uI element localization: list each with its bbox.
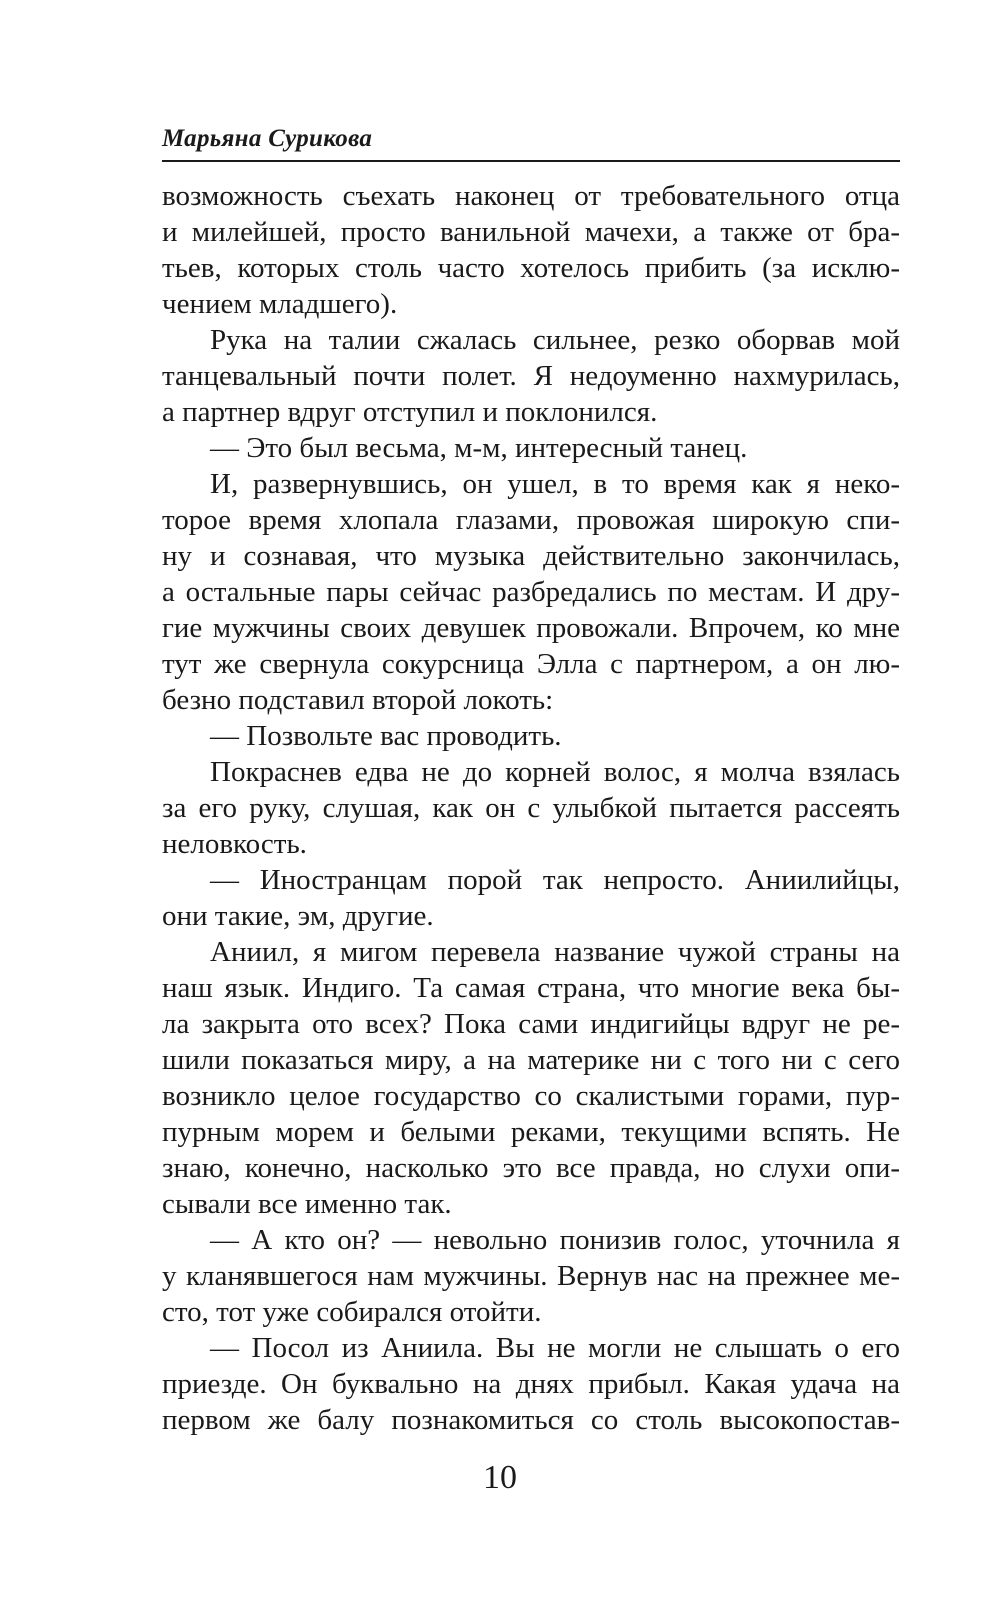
text-line: и милейшей, просто ванильной мачехи, а также от бра- bbox=[162, 216, 900, 248]
text-line: торое время хлопала глазами, провожая широкую спи- bbox=[162, 504, 900, 536]
text-line: у кланявшегося нам мужчины. Вернув нас на прежнее ме- bbox=[162, 1260, 900, 1292]
text-line: — Иностранцам порой так непросто. Аниилийцы, bbox=[210, 864, 900, 896]
text-line: знаю, конечно, насколько это все правда, но слухи опи- bbox=[162, 1152, 900, 1184]
text-line: сывали все именно так. bbox=[162, 1188, 452, 1220]
text-line: — Позвольте вас проводить. bbox=[210, 720, 562, 752]
text-line: сто, тот уже собирался отойти. bbox=[162, 1296, 542, 1328]
text-line: шили показаться миру, а на материке ни с того ни с сего bbox=[162, 1044, 900, 1076]
text-line: Аниил, я мигом перевела название чужой страны на bbox=[210, 936, 900, 968]
text-line: — Это был весьма, м-м, интересный танец. bbox=[210, 432, 748, 464]
text-line: танцевальный почти полет. Я недоуменно нахмурилась, bbox=[162, 360, 900, 392]
text-line: наш язык. Индиго. Та самая страна, что многие века бы- bbox=[162, 972, 900, 1004]
text-line: Рука на талии сжалась сильнее, резко оборвав мой bbox=[210, 324, 900, 356]
text-line: ла закрыта ото всех? Пока сами индигийцы вдруг не ре- bbox=[162, 1008, 900, 1040]
text-line: они такие, эм, другие. bbox=[162, 900, 434, 932]
text-line: за его руку, слушая, как он с улыбкой пытается рассеять bbox=[162, 792, 900, 824]
text-line: возникло целое государство со скалистыми горами, пур- bbox=[162, 1080, 900, 1112]
text-line: а остальные пары сейчас разбредались по местам. И дру- bbox=[162, 576, 900, 608]
header-rule bbox=[162, 160, 900, 162]
text-line: И, развернувшись, он ушел, в то время как я неко- bbox=[210, 468, 900, 500]
text-line: неловкость. bbox=[162, 828, 307, 860]
text-line: ну и сознавая, что музыка действительно закончилась, bbox=[162, 540, 900, 572]
text-line: первом же балу познакомиться со столь высокопостав- bbox=[162, 1404, 900, 1436]
text-line: чением младшего). bbox=[162, 288, 398, 320]
text-line: безно подставил второй локоть: bbox=[162, 684, 554, 716]
page-number: 10 bbox=[483, 1459, 517, 1496]
text-line: возможность съехать наконец от требовательного отца bbox=[162, 180, 900, 212]
body-text bbox=[162, 178, 900, 1438]
text-line: — Посол из Аниила. Вы не могли не слышать о его bbox=[210, 1332, 900, 1364]
text-line: Покраснев едва не до корней волос, я молча взялась bbox=[210, 756, 900, 788]
running-head-author: Марьяна Сурикова bbox=[162, 125, 373, 152]
text-line: пурным морем и белыми реками, текущими вспять. Не bbox=[162, 1116, 900, 1148]
text-line: а партнер вдруг отступил и поклонился. bbox=[162, 396, 658, 428]
text-line: — А кто он? — невольно понизив голос, уточнила я bbox=[210, 1224, 900, 1256]
text-line: гие мужчины своих девушек провожали. Впрочем, ко мне bbox=[162, 612, 900, 644]
text-line: приезде. Он буквально на днях прибыл. Какая удача на bbox=[162, 1368, 900, 1400]
text-line: тут же свернула сокурсница Элла с партнером, а он лю- bbox=[162, 648, 900, 680]
text-line: тьев, которых столь часто хотелось прибить (за исклю- bbox=[162, 252, 900, 284]
